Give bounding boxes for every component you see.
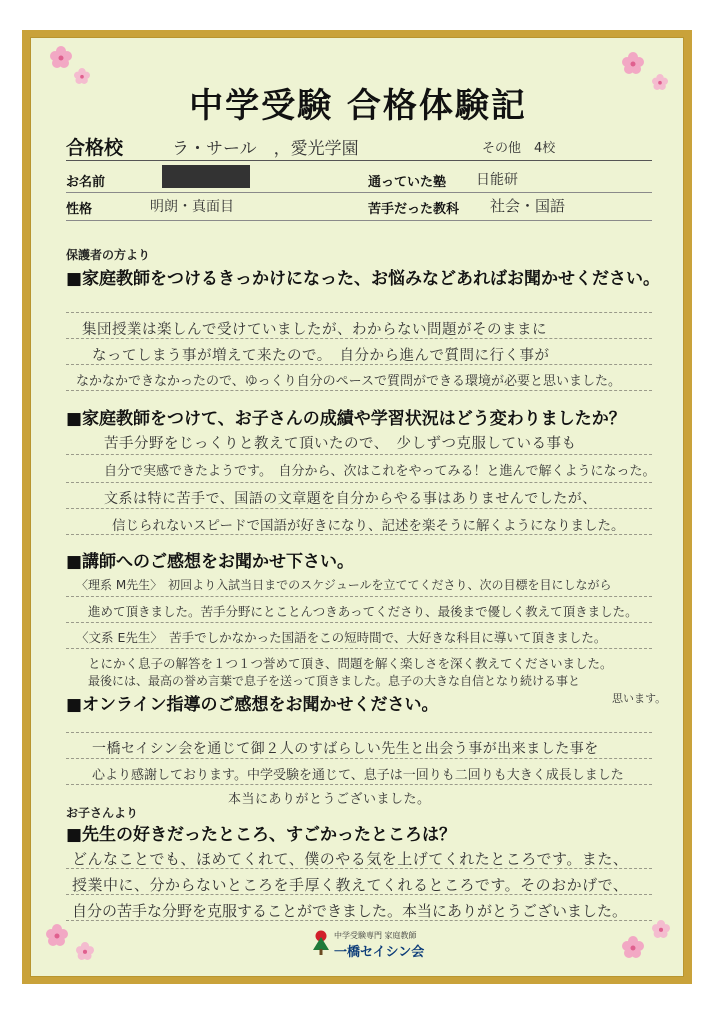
- q3-heading: ■講師へのご感想をお聞かせ下さい。: [66, 552, 355, 572]
- tree-logo-icon: [312, 930, 330, 956]
- q4-line-1: 一橋セイシン会を通じて御２人のすばらしい先生と出会う事が出来ました事を: [92, 741, 599, 757]
- q1-line-2: なってしまう事が増えて来たので。 自分から進んで質問に行く事が: [92, 348, 550, 364]
- personality-value: 明朗・真面目: [150, 199, 234, 215]
- cherry-blossom-icon: [652, 920, 670, 938]
- q4-line-2: 心より感謝しております。中学受験を通じて、息子は一回りも二回りも大きく成長しました: [92, 768, 624, 783]
- q4-heading: ■オンライン指導のご感想をお聞かせください。: [66, 695, 439, 715]
- company-logo: [312, 930, 425, 960]
- personality-label: 性格: [66, 202, 93, 217]
- q2-line-2: 自分で実感できたようです。 自分から、次はこれをやってみる！と進んで解くようになった。: [104, 464, 656, 479]
- cherry-blossom-icon: [622, 52, 644, 74]
- q3-line-2: 進めて頂きました。苦手分野にとことんつきあってくださり、最後まで優しく教えて頂きました。: [88, 604, 638, 619]
- q1-line-1: 集団授業は楽しんで受けていましたが、わからない問題がそのままに: [82, 322, 547, 338]
- q5-heading: ■先生の好きだったところ、すごかったところは？: [66, 825, 457, 845]
- cherry-blossom-icon: [76, 942, 94, 960]
- weak-subject-label: 苦手だった教科: [368, 202, 460, 217]
- q2-line-1: 苦手分野をじっくりと教えて頂いたので、 少しずつ克服している事も: [104, 436, 577, 452]
- logo-name: 一橋セイシン会: [334, 945, 425, 960]
- q3-line-3: 〈文系 E先生〉 苦手でしかなかった国語をこの短時間で、大好きな科目に導いて頂きました。: [76, 630, 607, 645]
- q4-line-3: 本当にありがとうございました。: [228, 792, 431, 807]
- cherry-blossom-icon: [46, 924, 68, 946]
- q5-line-3: 自分の苦手な分野を克服することができました。本当にありがとうございました。: [72, 902, 628, 920]
- juku-value: 日能研: [476, 172, 518, 188]
- q3-line-5: 最後には、最高の誉め言葉で息子を送って頂きました。息子の大きな自信となり続ける事と: [88, 674, 581, 688]
- weak-subject-value: 社会・国語: [490, 197, 566, 215]
- school-other: その他 4校: [482, 141, 556, 156]
- q1-heading: ■家庭教師をつけるきっかけになった、お悩みなどあればお聞かせください。: [66, 269, 661, 289]
- child-label: お子さんより: [66, 806, 139, 820]
- name-label: お名前: [66, 175, 106, 190]
- q1-line-3: なかなかできなかったので、ゆっくり自分のペースで質問ができる環境が必要と思いました。: [76, 374, 621, 389]
- q5-line-1: どんなことでも、ほめてくれて、僕のやる気を上げてくれたところです。また、: [72, 850, 629, 868]
- cherry-blossom-icon: [50, 46, 72, 68]
- redacted-name: [162, 165, 250, 188]
- q2-heading: ■家庭教師をつけて、お子さんの成績や学習状況はどう変わりましたか？: [66, 409, 626, 429]
- school-label: 合格校: [66, 137, 124, 159]
- juku-label: 通っていた塾: [368, 175, 447, 190]
- q2-line-4: 信じられないスピードで国語が好きになり、記述を楽そうに解くようになりました。: [112, 518, 625, 534]
- q3-line-1: 〈理系 M先生〉 初回より入試当日までのスケジュールを立ててくださり、次の目標を目にしながら: [76, 578, 612, 592]
- school-value: ラ・サール ，愛光学園: [172, 139, 359, 159]
- logo-subtitle: 中学受験専門 家庭教師: [334, 931, 417, 940]
- q3-line-4: とにかく息子の解答を１つ１つ誉めて頂き、問題を解く楽しさを深く教えてくださいました。: [88, 656, 613, 671]
- q5-line-2: 授業中に、分からないところを手厚く教えてくれるところです。そのおかげで、: [72, 876, 629, 894]
- q2-line-3: 文系は特に苦手で、国語の文章題を自分からやる事はありませんでしたが、: [104, 491, 597, 507]
- guardian-label: 保護者の方より: [66, 248, 151, 262]
- cherry-blossom-icon: [622, 936, 644, 958]
- page-title: 中学受験 合格体験記: [189, 86, 527, 126]
- q3-line-6: 思います。: [612, 692, 667, 705]
